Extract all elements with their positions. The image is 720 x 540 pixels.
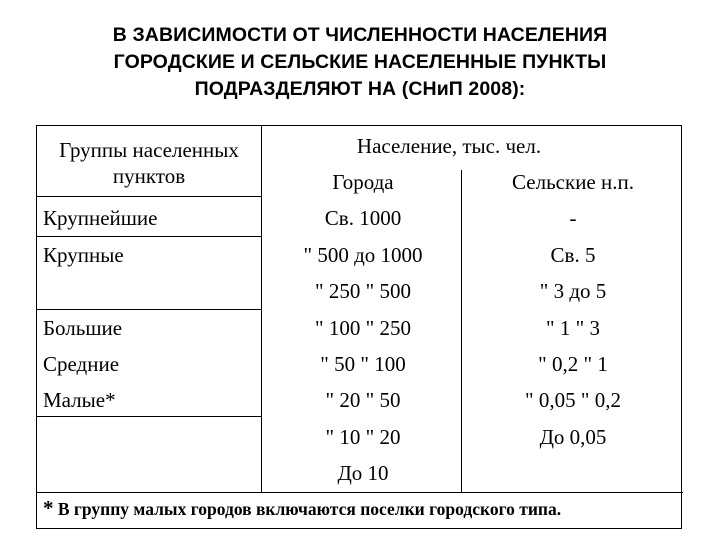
footnote	[43, 496, 561, 521]
group-header-line-2: пунктов	[112, 164, 186, 188]
cities-cell: До 10	[337, 461, 389, 485]
rural-cell: " 0,05 " 0,2	[525, 388, 621, 412]
heading-line-3: ПОДРАЗДЕЛЯЮТ НА (СНиП 2008):	[194, 78, 526, 100]
cities-cell: Св. 1000	[324, 206, 402, 230]
footnote-star: *	[43, 496, 54, 520]
heading	[0, 22, 720, 103]
group-cell: Крупные	[43, 243, 124, 267]
group-cell: Средние	[43, 352, 120, 376]
cities-header: Города	[332, 170, 394, 194]
rural-cell: До 0,05	[539, 425, 607, 449]
rural-cell: " 0,2 " 1	[538, 352, 608, 376]
column-divider-cities	[461, 170, 462, 493]
row-divider-header	[37, 196, 261, 197]
heading-line-2: ГОРОДСКИЕ И СЕЛЬСКИЕ НАСЕЛЕННЫЕ ПУНКТЫ	[113, 51, 607, 73]
cities-cell: " 500 до 1000	[303, 243, 423, 267]
rural-cell: " 3 до 5	[539, 279, 607, 303]
rural-cell: " 1 " 3	[546, 316, 600, 340]
cities-cell: " 50 " 100	[320, 352, 406, 376]
group-header-line-1: Группы населенных	[59, 138, 239, 162]
settlement-table	[36, 125, 682, 529]
row-divider-3	[37, 416, 261, 417]
heading-line-1: В ЗАВИСИМОСТИ ОТ ЧИСЛЕННОСТИ НАСЕЛЕНИЯ	[112, 24, 608, 46]
row-divider-2	[37, 309, 261, 310]
group-cell: Малые*	[43, 388, 116, 412]
rural-cell: -	[569, 206, 577, 230]
cities-cell: " 250 " 500	[315, 279, 411, 303]
population-header: Население, тыс. чел.	[356, 134, 542, 158]
row-divider-footnote	[37, 492, 683, 493]
rural-cell: Св. 5	[550, 243, 596, 267]
rural-header: Сельские н.п.	[512, 170, 634, 194]
column-divider-groups	[261, 126, 262, 493]
group-cell: Большие	[43, 316, 123, 340]
cities-cell: " 100 " 250	[315, 316, 411, 340]
cities-cell: " 10 " 20	[325, 425, 401, 449]
cities-cell: " 20 " 50	[325, 388, 401, 412]
group-cell: Крупнейшие	[43, 206, 158, 230]
row-divider-1	[37, 236, 261, 237]
footnote-text: В группу малых городов включаются поселки городского типа.	[57, 499, 562, 519]
